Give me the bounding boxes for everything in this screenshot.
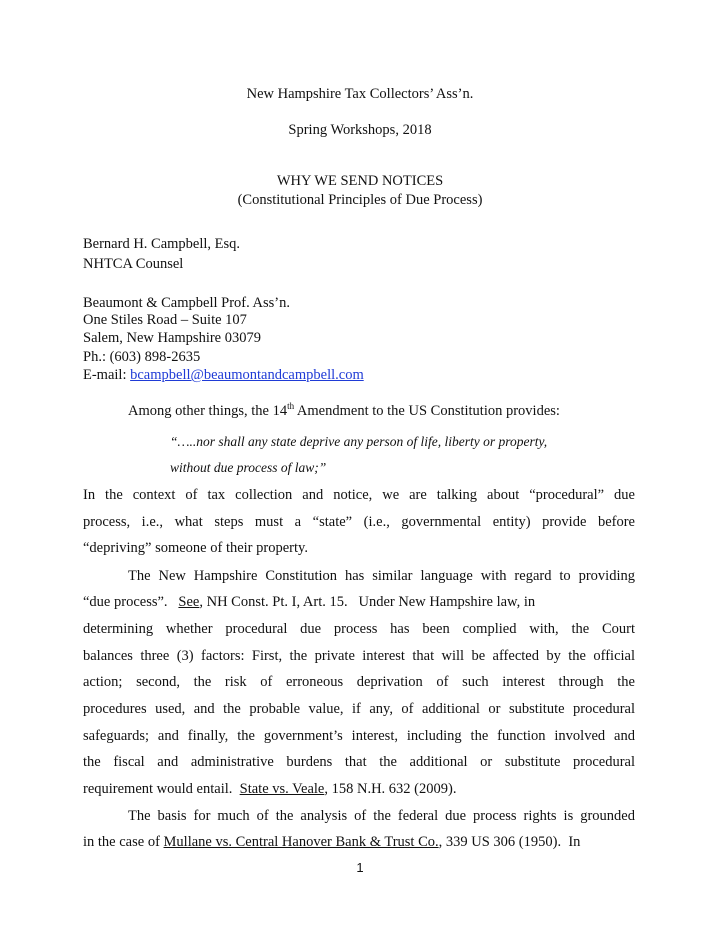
author-name: Bernard H. Campbell, Esq.: [83, 236, 241, 252]
firm-email-line: [83, 367, 364, 384]
p3-line-3: determining whether procedural due process has been complied with, the Court: [83, 621, 635, 637]
event-heading: Spring Workshops, 2018: [288, 122, 432, 138]
p1-text-a: Among other things, the 14: [128, 403, 288, 419]
firm-phone: Ph.: (603) 898-2635: [83, 349, 201, 365]
firm-address2: Salem, New Hampshire 03079: [83, 330, 261, 346]
author-role: NHTCA Counsel: [83, 256, 184, 272]
email-label: E-mail:: [83, 367, 131, 383]
p3-line-9: [83, 781, 456, 798]
doc-subtitle: (Constitutional Principles of Due Process): [237, 192, 483, 208]
p3-line-7: safeguards; and finally, the government’s interest, including the function involved and: [83, 728, 635, 744]
email-link[interactable]: bcampbell@beaumontandcampbell.com: [130, 367, 364, 383]
p4-line-2: [83, 834, 635, 851]
case-mullane: Mullane vs. Central Hanover Bank & Trust Co.: [163, 834, 439, 850]
p3-line-2: [83, 594, 635, 611]
org-heading: New Hampshire Tax Collectors’ Ass’n.: [246, 86, 474, 102]
p3-line-4: balances three (3) factors: First, the private interest that will be affected by the official: [83, 648, 635, 664]
p2-line-3: “depriving” someone of their property.: [83, 540, 308, 556]
firm-name: Beaumont & Campbell Prof. Ass’n.: [83, 295, 291, 311]
p3-l9-a: requirement would entail.: [83, 781, 240, 797]
doc-title: WHY WE SEND NOTICES: [276, 173, 444, 189]
p1-superscript: th: [287, 401, 295, 412]
firm-address1: One Stiles Road – Suite 107: [83, 312, 247, 328]
p3-line-5: action; second, the risk of erroneous deprivation of such interest through the: [83, 674, 635, 690]
p1-text-b: Amendment to the US Constitution provides:: [294, 403, 560, 419]
p3-l9-b: , 158 N.H. 632 (2009).: [324, 781, 457, 797]
p2-line-1: In the context of tax collection and notice, we are talking about “procedural” due: [83, 487, 635, 503]
quote-line-1: “…..nor shall any state deprive any person of life, liberty or property,: [170, 434, 548, 449]
quote-line-2: without due process of law;”: [170, 460, 327, 475]
p3-line-6: procedures used, and the probable value, if any, of additional or substitute procedural: [83, 701, 635, 717]
p3-l2-b: , NH Const. Pt. I, Art. 15. Under New Hampshire law, in: [199, 594, 536, 610]
paragraph-14th-amendment: [128, 403, 560, 420]
p4-l2-a: in the case of: [83, 834, 164, 850]
page-number: 1: [356, 860, 364, 875]
p4-line-1: The basis for much of the analysis of the federal due process rights is grounded: [128, 808, 635, 824]
p3-see: See: [178, 594, 200, 610]
p3-l2-a: “due process”.: [83, 594, 179, 610]
p3-line-1: The New Hampshire Constitution has similar language with regard to providing: [128, 568, 635, 584]
p3-line-8: the fiscal and administrative burdens that the additional or substitute procedural: [83, 754, 635, 770]
case-state-vs-veale: State vs. Veale: [239, 781, 325, 797]
p2-line-2: process, i.e., what steps must a “state” (i.e., governmental entity) provide before: [83, 514, 635, 530]
p4-l2-b: , 339 US 306 (1950). In: [438, 834, 581, 850]
